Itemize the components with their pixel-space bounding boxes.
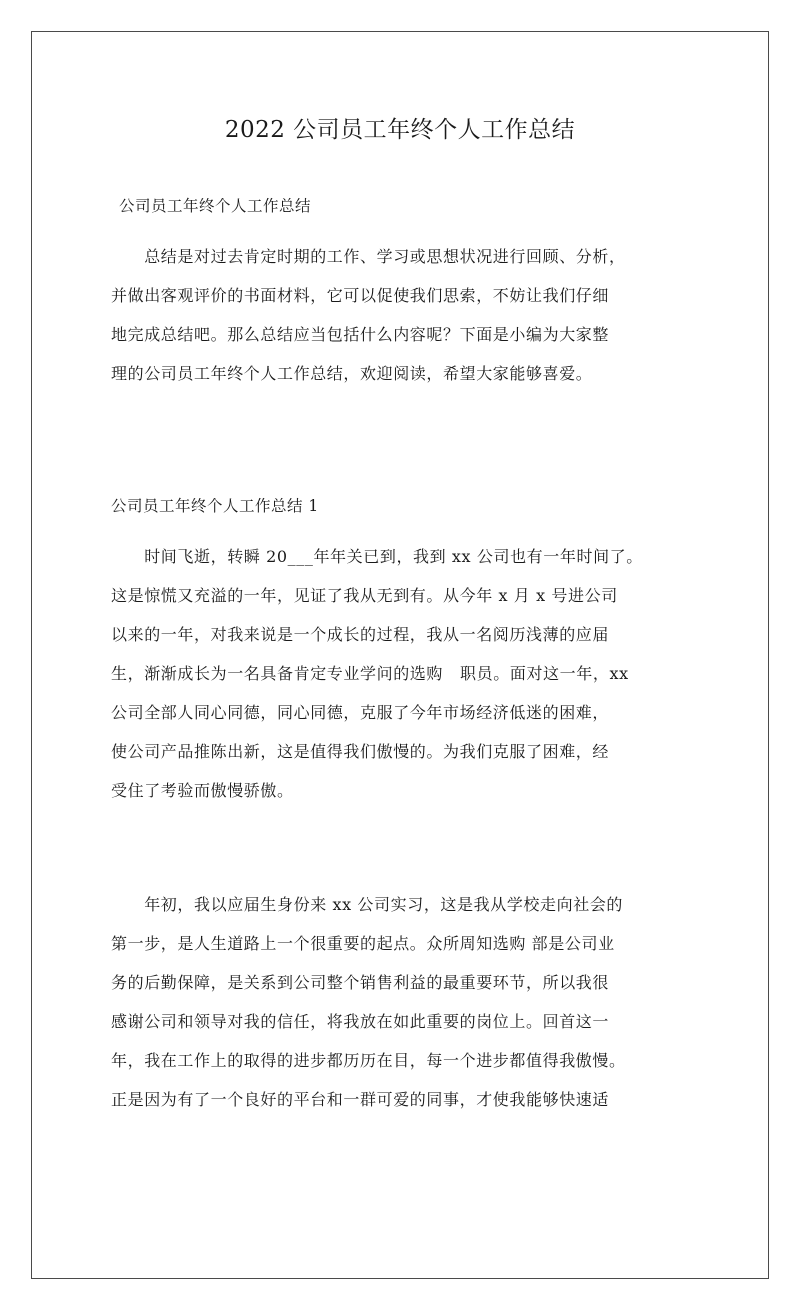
- section-heading: 公司员工年终个人工作总结 1: [111, 497, 319, 515]
- paragraph-line: 正是因为有了一个良好的平台和一群可爱的同事，才使我能够快速适: [111, 1090, 610, 1109]
- paragraph-line: 使公司产品推陈出新，这是值得我们傲慢的。为我们克服了困难，经: [111, 742, 610, 761]
- paragraph-line: 务的后勤保障，是关系到公司整个销售利益的最重要环节，所以我很: [111, 973, 610, 992]
- paragraph-line: 年初，我以应届生身份来 xx 公司实习，这是我从学校走向社会的: [111, 895, 624, 914]
- paragraph-line: 生，渐渐成长为一名具备肯定专业学问的选购 职员。面对这一年，xx: [111, 664, 629, 683]
- paragraph-line: 以来的一年，对我来说是一个成长的过程，我从一名阅历浅薄的应届: [111, 625, 610, 644]
- document-title: 2022 公司员工年终个人工作总结: [224, 117, 576, 143]
- body-paragraph-1: [111, 537, 696, 810]
- paragraph-line: 感谢公司和领导对我的信任，将我放在如此重要的岗位上。回首这一: [111, 1012, 610, 1031]
- paragraph-line: 并做出客观评价的书面材料，它可以促使我们思索，不妨让我们仔细: [111, 286, 610, 305]
- paragraph-line: 总结是对过去肯定时期的工作、学习或思想状况进行回顾、分析，: [111, 247, 626, 266]
- paragraph-line: 这是惊慌又充溢的一年，见证了我从无到有。从今年 x 月 x 号进公司: [111, 586, 618, 605]
- paragraph-line: 年，我在工作上的取得的进步都历历在目，每一个进步都值得我傲慢。: [111, 1051, 626, 1070]
- paragraph-line: 公司全部人同心同德，同心同德，克服了今年市场经济低迷的困难，: [111, 703, 610, 722]
- document-subtitle: 公司员工年终个人工作总结: [119, 197, 312, 215]
- body-paragraph-2: [111, 885, 696, 1119]
- intro-paragraph: [111, 237, 696, 393]
- paragraph-line: 时间飞逝，转瞬 20___年年关已到，我到 xx 公司也有一年时间了。: [111, 547, 643, 566]
- paragraph-line: 第一步，是人生道路上一个很重要的起点。众所周知选购 部是公司业: [111, 934, 615, 953]
- paragraph-line: 受住了考验而傲慢骄傲。: [111, 781, 294, 800]
- paragraph-line: 地完成总结吧。那么总结应当包括什么内容呢？下面是小编为大家整: [111, 325, 610, 344]
- paragraph-line: 理的公司员工年终个人工作总结，欢迎阅读，希望大家能够喜爱。: [111, 364, 593, 383]
